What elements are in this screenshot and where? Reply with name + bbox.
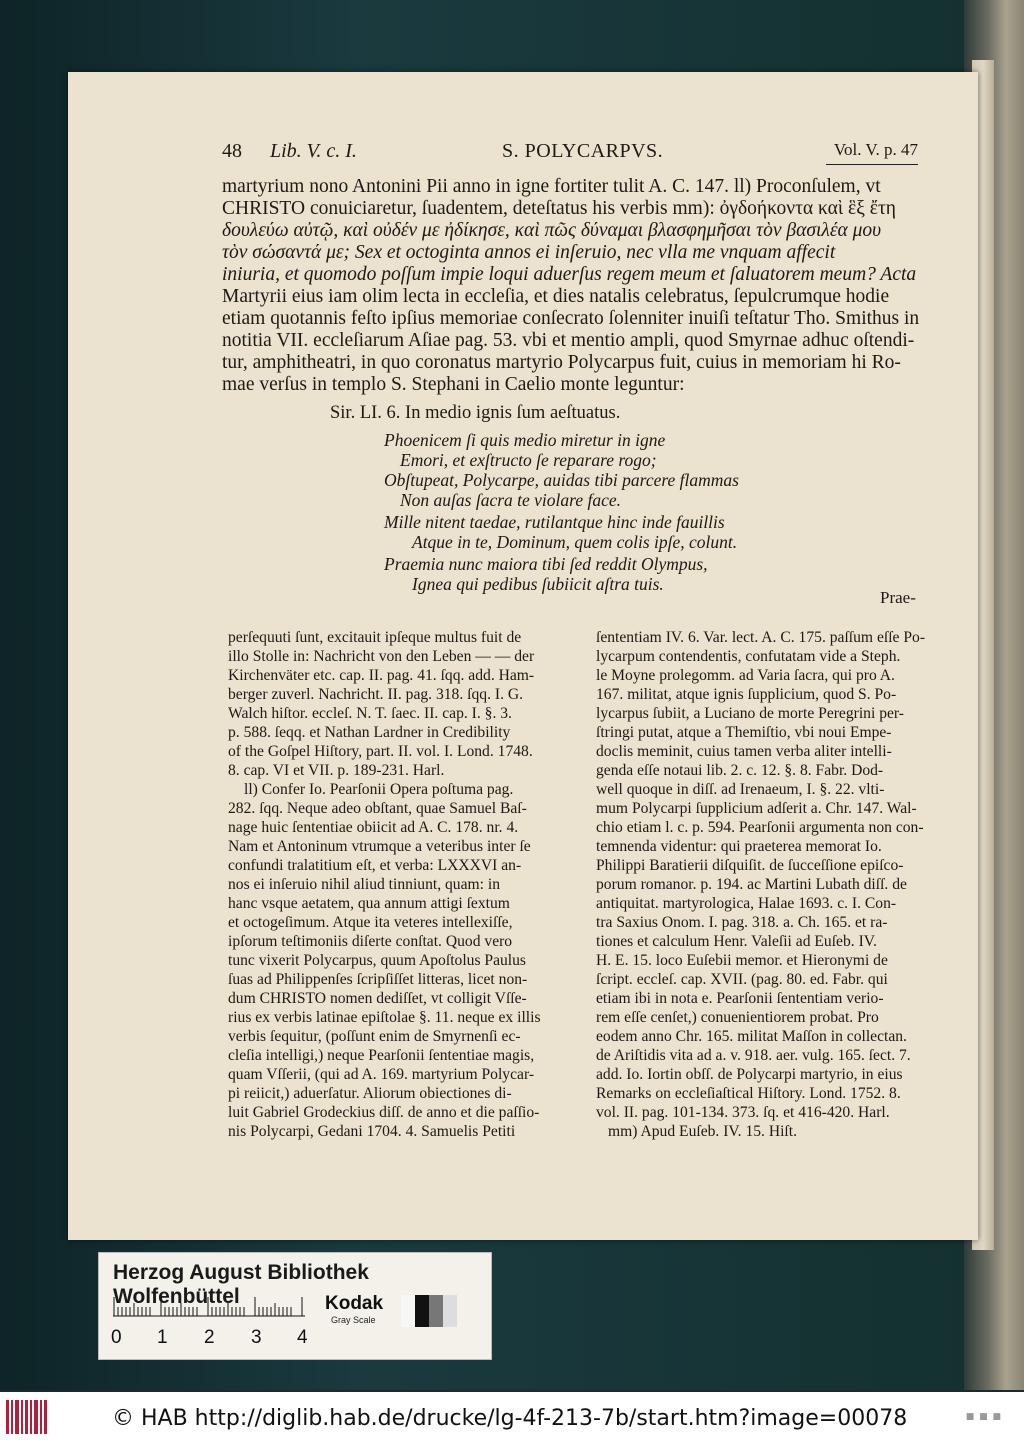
verse-line: Ignea qui pedibus ſubiicit aſtra tuis. [412, 574, 664, 594]
footnote-line: Nam et Antoninum vtrumque a veteribus inter ſe [228, 838, 531, 855]
text-line: CHRISTO conuiciaretur, ſuadentem, deteſtatus his verbis mm): ὀγδοήκοντα καὶ ἓξ ἔτη [222, 198, 896, 219]
footnote-line: cleſia intelligi,) neque Pearſonii ſententiae magis, [228, 1047, 535, 1064]
text-line: mae verſus in templo S. Stephani in Caelio monte leguntur: [222, 374, 685, 395]
footnote-line: lycarpus ſubiit, a Luciano de morte Peregrini per- [596, 705, 904, 722]
footnote-line: ipſorum teſtimoniis diſerte conſtat. Quod vero [228, 933, 513, 950]
footnote-line: hanc vsque aetatem, qua annum attigi ſextum [228, 895, 510, 912]
copyright-notice: © HAB http://diglib.hab.de/drucke/lg-4f-213-7b/start.htm?image=00078 [112, 1406, 908, 1431]
footnote-line: eodem anno Chr. 165. militat Maſſon in collectan. [596, 1028, 907, 1045]
scale-number: 4 [297, 1327, 308, 1348]
footnote-line: of the Goſpel Hiſtory, part. II. vol. I. Lond. 1748. [228, 743, 533, 760]
footnote-line: H. E. 15. loco Euſebii memor. et Hieronymi de [596, 952, 888, 969]
verse-line: Obſtupeat, Polycarpe, auidas tibi parcere flammas [384, 470, 739, 490]
footnote-line: illo Stolle in: Nachricht von den Leben — — der [228, 648, 535, 665]
verse-line: Mille nitent taedae, rutilantque hinc inde fauillis [384, 512, 725, 532]
text-line: notitia VII. eccleſiarum Aſiae pag. 53. vbi et mentio ampli, quod Smyrnae adhuc oſtendi- [222, 330, 915, 351]
footnote-line: le Moyne prolegomm. ad Varia ſacra, qui pro A. [596, 667, 895, 684]
text-line: martyrium nono Antonini Pii anno in igne fortiter tulit A. C. 147. ll) Proconſulem, vt [222, 176, 881, 197]
scale-number: 0 [111, 1327, 122, 1348]
footnote-line: p. 588. ſeqq. et Nathan Lardner in Credibility [228, 724, 511, 741]
footnote-line: tunc vixerit Polycarpus, quum Apoſtolus Paulus [228, 952, 527, 969]
footnote-line: et octogeſimum. Atque ita veteres intellexiſſe, [228, 914, 513, 931]
footnote-line: nage huic ſententiae obiicit ad A. C. 178. nr. 4. [228, 819, 519, 836]
footnote-line: Remarks on eccleſiaſtical Hiſtory. Lond. 1752. 8. [596, 1085, 901, 1102]
footer-marks: ■ ■ ■ [965, 1412, 1002, 1422]
footnote-line: 282. ſqq. Neque adeo obſtant, quae Samuel Baſ- [228, 800, 527, 817]
footnote-line: porum romanor. p. 194. ac Martini Lubath diſſ. de [596, 876, 907, 893]
footnote-line: ſcript. eccleſ. cap. XVII. (pag. 80. ed. Fabr. qui [596, 971, 888, 988]
page-number: 48 [222, 140, 242, 162]
footnote-line: tra Saxius Onom. I. pag. 318. a. Ch. 165. et ra- [596, 914, 888, 931]
color-target-card [98, 1252, 492, 1360]
scale-number: 2 [204, 1327, 215, 1348]
text-line: iniuria, et quomodo poſſum impie loqui aduerſus regem meum et ſaluatorem meum? Acta [222, 264, 917, 285]
footnote-line: Kirchenväter etc. cap. II. pag. 41. ſqq. add. Ham- [228, 667, 535, 684]
kodak-logo: Kodak [325, 1293, 384, 1314]
text-line: etiam quotannis feſto ipſius memoriae conſecrato ſolenniter inuiſi teſtatur Tho. Smithus in [222, 308, 920, 329]
gray-swatches [401, 1295, 457, 1327]
footnote-line: vol. II. pag. 101-134. 373. ſq. et 416-420. Harl. [596, 1104, 890, 1121]
footnote-line: perſequuti ſunt, excitauit ipſeque multus fuit de [228, 629, 522, 646]
catchword: Prae- [880, 588, 916, 607]
footnote-line: berger zuverl. Nachricht. II. pag. 318. ſqq. I. G. [228, 686, 524, 703]
footnote-line: luit Gabriel Grodeckius diſſ. de anno et die paſſio- [228, 1104, 540, 1121]
black-swatch [415, 1295, 429, 1327]
footnote-line: nis Polycarpi, Gedani 1704. 4. Samuelis Petiti [228, 1123, 516, 1140]
footnote-line: Walch hiſtor. eccleſ. N. T. ſaec. II. cap. I. §. 3. [228, 705, 512, 722]
footnote-line: mum Polycarpi ſupplicium adſerit a. Chr. 147. Wal- [596, 800, 917, 817]
footnote-line: Philippi Baratierii diſquiſit. de ſucceſſione epiſco- [596, 857, 904, 874]
white-swatch [401, 1295, 415, 1327]
footnote-line: temnenda videntur: qui praeterea memorat Io. [596, 838, 882, 855]
footnote-line: 8. cap. VI et VII. p. 189-231. Harl. [228, 762, 445, 779]
verse-heading: Sir. LI. 6. In medio ignis ſum aeſtuatus. [330, 403, 621, 423]
verse-line: Praemia nunc maiora tibi ſed reddit Olympus, [384, 554, 708, 574]
footnote-line: lycarpum contendentis, confutatam vide a Steph. [596, 648, 901, 665]
footnote-line: doclis meminit, cuius tamen verba aliter intelli- [596, 743, 892, 760]
footnote-line: etiam ibi in nota e. Pearſonii ſententiam verio- [596, 990, 884, 1007]
verse-line: Phoenicem ſi quis medio miretur in igne [384, 430, 666, 450]
header-rule [826, 164, 918, 165]
text-line: Martyrii eius iam olim lecta in eccleſia, et dies natalis celebratus, ſepulcrumque hodie [222, 286, 890, 307]
footnote-line: de Ariſtidis vita ad a. v. 918. aer. vulg. 165. ſect. 7. [596, 1047, 911, 1064]
footnote-line: ſtringi putat, atque a Themiſtio, vbi noui Empe- [596, 724, 892, 741]
footnote-line: well quoque in diſſ. ad Irenaeum, I. §. 22. vlti- [596, 781, 885, 798]
footnote-line: mm) Apud Euſeb. IV. 15. Hiſt. [608, 1123, 797, 1140]
footnote-line: nos ei inſeruio nihil aliud tinniunt, quam: in [228, 876, 500, 893]
footnote-line: tiones et calculum Henr. Valeſii ad Euſeb. IV. [596, 933, 877, 950]
footnote-line: add. Io. Iortin obſſ. de Polycarpi martyrio, in eius [596, 1066, 903, 1083]
light-swatch [443, 1295, 457, 1327]
text-line: δουλεύω αὐτῷ, καὶ οὐδέν με ἠδίκησε, καὶ πῶς δύναμαι βλασφημῆσαι τὸν βασιλέα μου [222, 220, 882, 241]
footnote-line: ll) Confer Io. Pearſonii Opera poſtuma pag. [244, 781, 514, 798]
scale-number: 1 [157, 1327, 168, 1348]
footnote-line: ſuas ad Philippenſes ſcripſiſſet litteras, licet non- [228, 971, 528, 988]
footnote-line: chio etiam l. c. p. 594. Pearſonii argumenta non con- [596, 819, 924, 836]
text-line: tur, amphitheatri, in quo coronatus martyrio Polycarpus fuit, cuius in memoriam hi Ro- [222, 352, 901, 373]
footnote-line: verbis ſequitur, (poſſunt enim de Smyrnenſi ec- [228, 1028, 521, 1045]
scale-number: 3 [251, 1327, 262, 1348]
footnote-line: pi reiicit,) aduerſatur. Aliorum obiectiones di- [228, 1085, 512, 1102]
footnote-line: rem eſſe cenſet,) conuenientiorem probat. Pro [596, 1009, 879, 1026]
gray-scale-label: Gray Scale [331, 1315, 376, 1325]
page-title: S. POLYCARPVS. [502, 140, 664, 162]
text-line: τὸν σώσαντά με; Sex et octoginta annos ei inſeruio, nec vlla me vnquam affecit [222, 242, 836, 263]
book-reference: Lib. V. c. I. [270, 140, 357, 162]
verse-line: Emori, et exſtructo ſe reparare rogo; [400, 450, 657, 470]
footnote-line: quam Vſſerii, (qui ad A. 169. martyrium Polycar- [228, 1066, 535, 1083]
footnote-line: ſententiam IV. 6. Var. lect. A. C. 175. paſſum eſſe Po- [596, 629, 926, 646]
footnote-line: confundi tralatitium eſt, et verba: LXXXVI an- [228, 857, 522, 874]
volume-reference: Vol. V. p. 47 [833, 140, 918, 159]
footnote-line: dum CHRISTO nomen dediſſet, vt colligit Vſſe- [228, 990, 527, 1007]
verse-line: Non auſas ſacra te violare face. [400, 490, 621, 510]
running-header [222, 140, 918, 164]
footnote-line: rius ex verbis latinae epiſtolae §. 11. neque ex illis [228, 1009, 541, 1026]
barcode-icon [6, 1400, 48, 1434]
scale-ruler [113, 1295, 305, 1317]
verse-line: Atque in te, Dominum, quem colis ipſe, colunt. [412, 532, 738, 552]
footnote-line: 167. militat, atque ignis ſupplicium, quod S. Po- [596, 686, 897, 703]
footnote-line: antiquitat. martyrologica, Halae 1693. c. I. Con- [596, 895, 897, 912]
footnote-line: genda eſſe notaui lib. 2. c. 12. §. 8. Fabr. Dod- [596, 762, 884, 779]
gray-swatch [429, 1295, 443, 1327]
institution-name: Herzog August Bibliothek Wolfenbüttel [113, 1261, 369, 1308]
